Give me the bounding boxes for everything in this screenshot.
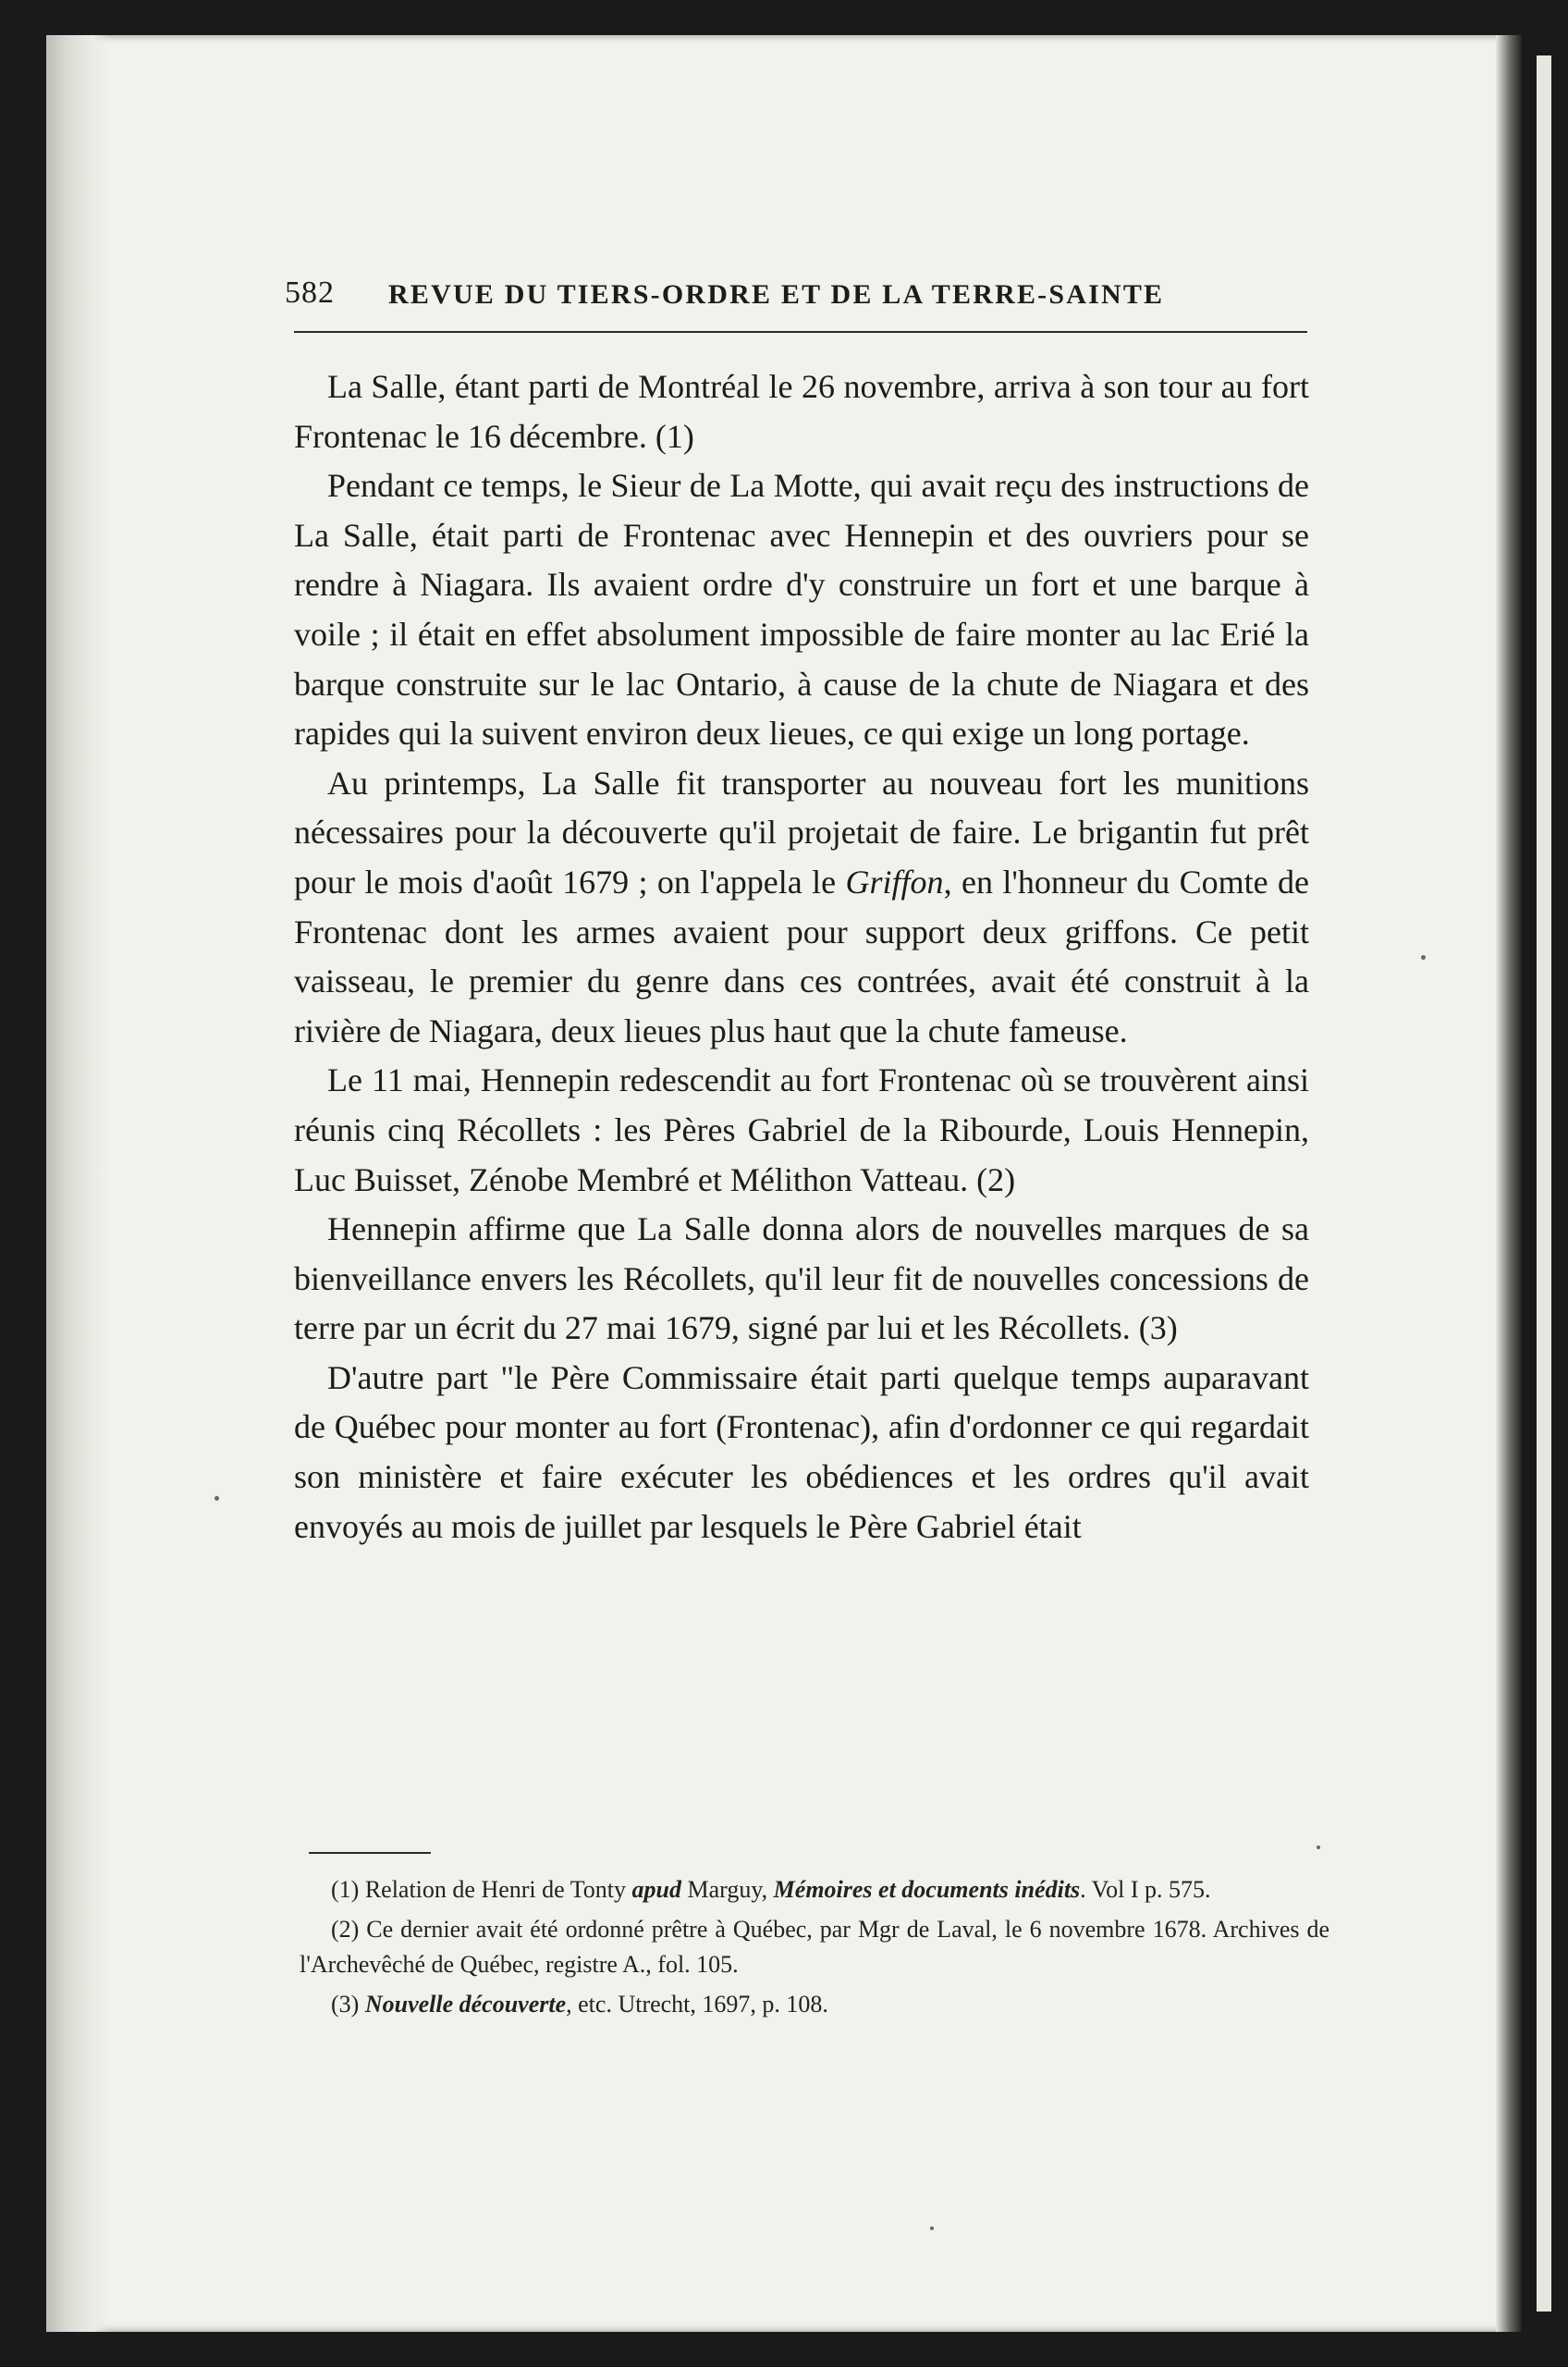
- body-text: [294, 362, 1309, 1551]
- speck: [930, 2226, 934, 2230]
- footnote-1: [300, 1872, 1329, 1907]
- paragraph-3: [294, 759, 1309, 1057]
- paragraph-5: Hennepin affirme que La Salle donna alors de nouvelles marques de sa bienveillance envers les Récollets, qu'il leur fit de nouvelles concessions de terre par un écrit du 27 mai 1679, signé par lui et les Récollets. (3): [294, 1210, 1309, 1347]
- footnote-1-start: (1) Relation de Henri de Tonty: [331, 1876, 632, 1903]
- footnote-3: [300, 1987, 1329, 2022]
- footnote-rule: [309, 1852, 431, 1854]
- paragraph-2: Pendant ce temps, le Sieur de La Motte, qui avait reçu des instructions de La Salle, était parti de Frontenac avec Hennepin et des ouvriers pour se rendre à Niagara. Ils avaient ordre d'y construire un fort et une barque à voile ; il était en effet absolument impossible de faire monter au lac Erié la barque construite sur le lac Ontario, à cause de la chute de Niagara et des rapides qui la suivent environ deux lieues, ce qui exige un long portage.: [294, 467, 1309, 753]
- speck: [1421, 955, 1426, 960]
- footnote-1-author: Marguy,: [680, 1876, 774, 1903]
- paragraph-3-part-2: , en l'honneur du Comte de Frontenac dont les armes avaient pour support deux griffons. Ce petit vaisseau, le premier du genre dans ces contrées, avait été construit à la rivière de Niagara, deux lieues plus haut que la chute fameuse.: [294, 863, 1310, 1049]
- running-title: REVUE DU TIERS-ORDRE ET DE LA TERRE-SAINTE: [388, 279, 1165, 310]
- paragraph-6: D'autre part "le Père Commissaire était parti quelque temps auparavant de Québec pour monter au fort (Frontenac), afin d'ordonner ce qui regardait son ministère et faire exécuter les obédiences et les ordres qu'il avait envoyés au mois de juillet par lesquels le Père Gabriel était: [294, 1358, 1309, 1545]
- page-right-edge: [1496, 35, 1522, 2332]
- footnote-3-start: (3): [331, 1991, 365, 2017]
- ship-name: Griffon: [845, 863, 944, 901]
- speck: [214, 1496, 219, 1501]
- page-number: 582: [285, 276, 335, 310]
- speck: [1317, 1846, 1320, 1849]
- footnotes: [300, 1872, 1329, 2027]
- paragraph-3-part-1: Au printemps, La Salle fit transporter au nouveau fort les munitions nécessaires pour la découverte qu'il projetait de faire. Le brigantin fut prêt pour le mois d'août 1679 ; on l'appela le: [294, 764, 1309, 901]
- paragraph-1: La Salle, étant parti de Montréal le 26 novembre, arriva à son tour au fort Frontenac le 16 décembre. (1): [294, 368, 1309, 455]
- header-rule: [294, 331, 1307, 333]
- page-spine-shadow: [46, 35, 111, 2332]
- footnote-3-title: Nouvelle découverte: [364, 1991, 567, 2017]
- footnote-1-title: Mémoires et documents inédits: [773, 1876, 1081, 1903]
- footnote-1-apud: apud: [631, 1876, 681, 1903]
- running-header: [285, 276, 1309, 322]
- adjacent-page-strip: [1537, 55, 1551, 2312]
- paragraph-4: Le 11 mai, Hennepin redescendit au fort Frontenac où se trouvèrent ainsi réunis cinq Récollets : les Pères Gabriel de la Ribourde, Louis Hennepin, Luc Buisset, Zénobe Membré et Mélithon Vatteau. (2): [294, 1061, 1309, 1198]
- footnote-3-end: , etc. Utrecht, 1697, p. 108.: [566, 1991, 828, 2017]
- footnote-2: (2) Ce dernier avait été ordonné prêtre à Québec, par Mgr de Laval, le 6 novembre 1678. Archives de l'Archevêché de Québec, registre A., fol. 105.: [300, 1916, 1329, 1978]
- footnote-1-end: . Vol I p. 575.: [1080, 1876, 1211, 1903]
